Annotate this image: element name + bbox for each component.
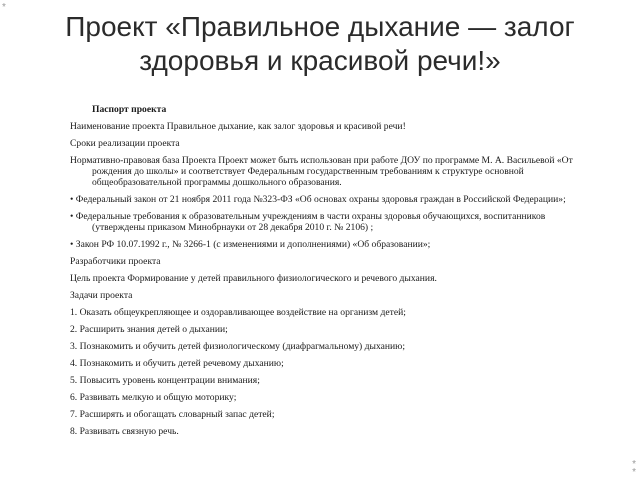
task-item: 2. Расширить знания детей о дыхании; <box>70 324 228 335</box>
slide-title: Проект «Правильное дыхание — залог здоровья и красивой речи!» <box>65 11 575 76</box>
federal-requirements-block <box>70 211 630 233</box>
project-goal-line: Цель проекта Формирование у детей правильного физиологического и речевого дыхания. <box>70 273 437 284</box>
task-item: 8. Развивать связную речь. <box>70 426 179 437</box>
task-item: 4. Познакомить и обучить детей речевому дыханию; <box>70 358 284 369</box>
task-item: 7. Расширять и обогащать словарный запас детей; <box>70 409 275 420</box>
passport-content <box>70 104 630 443</box>
legal-base-line-1: Нормативно-правовая база Проекта Проект может быть использован при работе ДОУ по программе М. А. Васильевой «От <box>70 155 573 166</box>
project-terms-line: Сроки реализации проекта <box>70 138 180 149</box>
federal-requirements-line-1: • Федеральные требования к образовательным учреждениям в части охраны здоровья обучающихся, воспитанников <box>70 211 546 222</box>
task-item: 3. Познакомить и обучить детей физиологическому (диафрагмальному) дыханию; <box>70 341 406 352</box>
developers-line: Разработчики проекта <box>70 256 161 267</box>
task-item: 1. Оказать общеукрепляющее и оздоравливающее воздействие на организм детей; <box>70 307 406 318</box>
passport-heading: Паспорт проекта <box>92 104 167 115</box>
task-item: 5. Повысить уровень концентрации внимания; <box>70 375 260 386</box>
corner-mark-bottom-upper: * <box>632 459 636 470</box>
project-name-line: Наименование проекта Правильное дыхание, как залог здоровья и красивой речи! <box>70 121 406 132</box>
task-item: 6. Развивать мелкую и общую моторику; <box>70 392 237 403</box>
legal-base-line-2: рождения до школы» и соответствует Федеральным государственным требованиям к структуре основной <box>92 166 524 177</box>
law-3266-line: • Закон РФ 10.07.1992 г., № 3266-1 (с изменениями и дополнениями) «Об образовании»; <box>70 239 431 250</box>
law-323-line: • Федеральный закон от 21 ноября 2011 года №323-ФЗ «Об основах охраны здоровья граждан в Российской Федерации»; <box>70 194 566 205</box>
legal-base-line-3: общеобразовательной программы дошкольного образования. <box>92 177 342 188</box>
corner-mark-top: * <box>2 2 6 13</box>
corner-mark-bottom-lower: * <box>632 467 636 478</box>
federal-requirements-line-2: (утверждены приказом Минобрнауки от 28 декабря 2010 г. № 2106) ; <box>92 222 374 233</box>
tasks-heading: Задачи проекта <box>70 290 133 301</box>
legal-base-block <box>70 155 630 188</box>
